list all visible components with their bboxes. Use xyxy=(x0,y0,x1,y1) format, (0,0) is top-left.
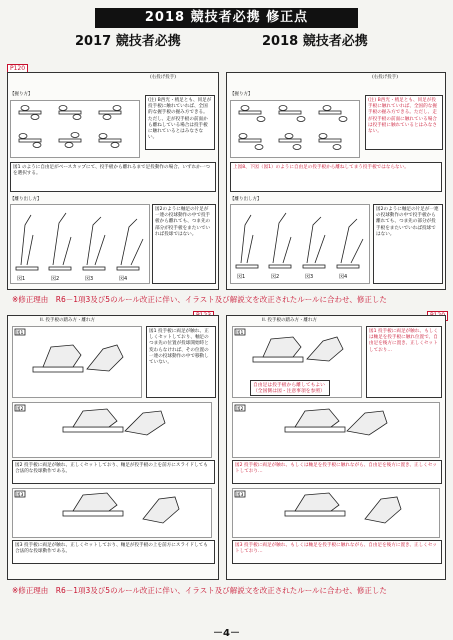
figure-1-note-revised: 上図8、下図（図1）のように自由足の投手板から離ねしてまう投手板ではならない。 xyxy=(230,162,442,192)
plate-figure-3-note-revised: 図3 投手板に両足が触れ、もしくは軸足を投手板に触れながら、自由足を後方に置き、正しくセットしており… xyxy=(232,540,442,564)
heading-2018: 2018 競技者必携 xyxy=(262,34,368,49)
svg-text:図4: 図4 xyxy=(339,274,348,280)
section-title: II. 投手板の踏み方・離れ方 xyxy=(40,318,96,323)
svg-text:図1: 図1 xyxy=(17,276,26,282)
section-title: II. 投手板の踏み方・離れ方 xyxy=(262,318,318,323)
svg-text:図2: 図2 xyxy=(271,274,280,280)
plate-figure-2-note: 図2 投手板に両足が触れ、正しくセットしており、軸足が投手板の上を前方にスライドしても合法的な投球動作である。 xyxy=(12,460,215,484)
revision-reason: ※修正理由 R6－1項3及び5のルール改正に伴い、イラスト及び解説文を改正されたルールに合わせ、修正した xyxy=(12,295,387,304)
plate-figure-2 xyxy=(232,402,440,458)
page-number: －4－ xyxy=(213,628,240,639)
grip-diagrams-revised xyxy=(230,100,360,158)
revision-reason: ※修正理由 R6－1項3及び5のルール改正に伴い、イラスト及び解説文を改正されたルールに合わせ、修正した xyxy=(12,586,387,595)
plate-figure-1 xyxy=(12,326,142,398)
plate-figure-3 xyxy=(12,488,212,538)
svg-text:図1: 図1 xyxy=(236,331,244,336)
svg-text:図3: 図3 xyxy=(236,493,244,498)
plate-figure-1-note-revised: 図1 投手板に両足が触れ、もしくは軸足を投手板に触れ位置で、自由足を後方に置き、正しくセットしており… xyxy=(366,326,442,398)
svg-text:図2: 図2 xyxy=(51,276,60,282)
page-title-banner: 2018 競技者必携 修正点 xyxy=(95,8,358,28)
plate-figure-1-note: 図1 投手板に両足が触れ、正しくセットしており、軸足のつま先の位置が投球開始時と変わらなければ、その位置の一連の投球動作の中で移動していない。 xyxy=(146,326,216,398)
svg-text:図4: 図4 xyxy=(119,276,128,282)
svg-text:図2: 図2 xyxy=(16,407,24,412)
release-diagrams-revised xyxy=(230,204,370,284)
grip-diagrams xyxy=(10,100,140,158)
svg-text:図2: 図2 xyxy=(236,407,244,412)
side-label: (右投げ投手) xyxy=(150,75,177,80)
svg-text:図3: 図3 xyxy=(85,276,94,282)
figure-2-note: 図2のように軸足の片足が一連の投球動作の中で投手板から離れても、つま先の部分が投手板をまたいでいれば投球ではない。 xyxy=(373,204,443,284)
heading-2017: 2017 競技者必携 xyxy=(75,34,181,49)
figure-1-note: 図1 のように自由足がベースカップにて、投手板から離れるまで足投動作の場合、いずれか一つを選択する。 xyxy=(10,162,216,192)
release-label: 【離り出し方】 xyxy=(230,197,262,202)
plate-figure-2 xyxy=(12,402,212,458)
side-label: (右投げ投手) xyxy=(372,75,399,80)
release-diagrams xyxy=(10,204,150,284)
grip-note-revised: (注) B西光・楕足とも、同足が投手板に触れていれば、全国的な握手板の握み方できる。ただし、走が投手板の前面に触れている場合は投手板に触れているとはみなさない。 xyxy=(365,95,443,150)
callout-note: 自由足は投手板から離してもよい（全国側は図・注意事項を参照） xyxy=(250,380,330,396)
page-ref-tag: P120 xyxy=(7,64,28,74)
svg-text:図1: 図1 xyxy=(16,331,24,336)
grip-note: (注) B西光・楕足とも、同足が投手板に触れていれば、全国的な握手板の握み方できる。ただし、走が投手板の前面から離ねしている場合は投手板に触れているとはみなさない。 xyxy=(145,95,215,150)
release-label: 【離り出し方】 xyxy=(10,197,42,202)
svg-text:図3: 図3 xyxy=(16,493,24,498)
plate-figure-3 xyxy=(232,488,440,538)
plate-figure-3-note: 図3 投手板に両足が触れ、正しくセットしており、軸足が投手板の上を前方にスライドしても合法的な投球動作である。 xyxy=(12,540,215,564)
plate-figure-2-note-revised: 図2 投手板に両足が触れ、もしくは軸足を投手板に触れながら、自由足を後方に置き、正しくセットしており… xyxy=(232,460,442,484)
figure-2-note: 図2のように軸足の片足が一連の投球動作の中で投手板から離れても、つま先の部分が投手板をまたいでいれば投球ではない。 xyxy=(152,204,216,284)
svg-text:図1: 図1 xyxy=(237,274,246,280)
svg-text:図3: 図3 xyxy=(305,274,314,280)
grip-label: 【握り方】 xyxy=(230,92,253,97)
grip-label: 【握り方】 xyxy=(10,92,33,97)
